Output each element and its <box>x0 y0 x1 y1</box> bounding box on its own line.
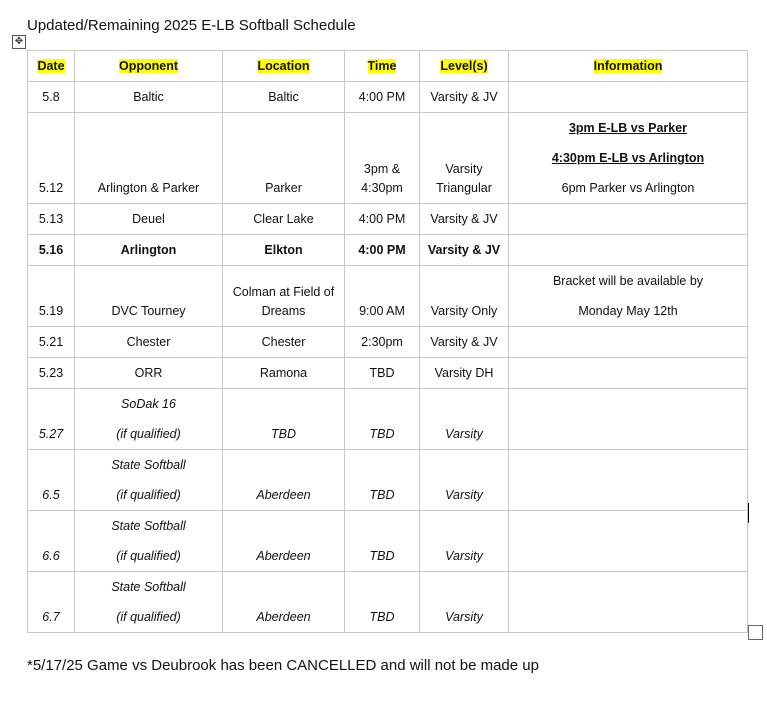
opponent-cell: DVC Tourney <box>75 266 223 327</box>
info-cell <box>509 266 748 327</box>
time-cell: TBD <box>345 511 420 572</box>
table-row <box>28 327 748 358</box>
location-cell: Clear Lake <box>223 204 345 235</box>
table-header-row <box>28 51 748 82</box>
table-row <box>28 266 748 327</box>
date-cell: 5.8 <box>28 82 75 113</box>
opponent-cell <box>75 511 223 572</box>
opponent-cell: Arlington & Parker <box>75 113 223 204</box>
info-cell <box>509 82 748 113</box>
opponent-line-1: State Softball <box>111 580 186 594</box>
info-cell <box>509 204 748 235</box>
time-cell: 4:00 PM <box>345 204 420 235</box>
info-line-2: Monday May 12th <box>578 304 678 318</box>
location-cell: Ramona <box>223 358 345 389</box>
opponent-cell: Chester <box>75 327 223 358</box>
date-cell: 5.27 <box>28 389 75 450</box>
info-line-3: 6pm Parker vs Arlington <box>561 181 695 195</box>
date-cell: 5.13 <box>28 204 75 235</box>
location-line-2: Dreams <box>261 304 306 318</box>
table-row <box>28 235 748 266</box>
date-cell: 5.19 <box>28 266 75 327</box>
location-cell: Aberdeen <box>223 572 345 633</box>
header-opponent: Opponent <box>75 51 223 82</box>
time-cell: 2:30pm <box>345 327 420 358</box>
time-cell: TBD <box>345 572 420 633</box>
header-location: Location <box>223 51 345 82</box>
time-cell: 4:00 PM <box>345 235 420 266</box>
date-cell: 6.5 <box>28 450 75 511</box>
time-line-2: 4:30pm <box>361 181 403 195</box>
info-cell <box>509 327 748 358</box>
table-row <box>28 572 748 633</box>
info-cell[interactable] <box>509 511 748 572</box>
opponent-cell: Arlington <box>75 235 223 266</box>
table-move-handle-icon[interactable]: ✥ <box>12 35 26 49</box>
location-cell: Parker <box>223 113 345 204</box>
document-title: Updated/Remaining 2025 E-LB Softball Schedule <box>27 17 356 34</box>
cancellation-footnote: *5/17/25 Game vs Deubrook has been CANCELLED and will not be made up <box>27 657 539 674</box>
info-cell <box>509 450 748 511</box>
opponent-cell: Deuel <box>75 204 223 235</box>
level-cell: Varsity & JV <box>420 235 509 266</box>
time-cell: TBD <box>345 389 420 450</box>
opponent-line-2: (if qualified) <box>116 427 181 441</box>
header-information: Information <box>509 51 748 82</box>
date-cell: 6.6 <box>28 511 75 572</box>
opponent-line-1: SoDak 16 <box>121 397 176 411</box>
text-cursor <box>748 503 749 523</box>
opponent-line-1: State Softball <box>111 519 186 533</box>
info-cell <box>509 235 748 266</box>
schedule-table <box>27 50 748 633</box>
table-row <box>28 204 748 235</box>
opponent-cell <box>75 389 223 450</box>
info-cell <box>509 572 748 633</box>
table-row <box>28 389 748 450</box>
time-cell: TBD <box>345 450 420 511</box>
location-cell: Baltic <box>223 82 345 113</box>
level-cell: Varsity <box>420 572 509 633</box>
time-cell: 4:00 PM <box>345 82 420 113</box>
location-cell: Aberdeen <box>223 450 345 511</box>
level-line-1: Varsity <box>445 162 483 176</box>
opponent-cell: Baltic <box>75 82 223 113</box>
table-row <box>28 358 748 389</box>
time-cell: TBD <box>345 358 420 389</box>
info-cell <box>509 113 748 204</box>
level-cell: Varsity <box>420 511 509 572</box>
date-cell: 5.16 <box>28 235 75 266</box>
level-cell: Varsity <box>420 389 509 450</box>
time-line-1: 3pm & <box>363 162 401 176</box>
location-cell: TBD <box>223 389 345 450</box>
date-cell: 5.23 <box>28 358 75 389</box>
level-cell: Varsity Only <box>420 266 509 327</box>
info-cell <box>509 358 748 389</box>
opponent-line-2: (if qualified) <box>116 610 181 624</box>
opponent-line-2: (if qualified) <box>116 488 181 502</box>
table-row <box>28 113 748 204</box>
opponent-cell <box>75 572 223 633</box>
info-line-1: 3pm E-LB vs Parker <box>568 121 688 135</box>
header-date: Date <box>28 51 75 82</box>
table-row <box>28 450 748 511</box>
level-cell: Varsity DH <box>420 358 509 389</box>
level-cell <box>420 113 509 204</box>
opponent-line-2: (if qualified) <box>116 549 181 563</box>
header-time: Time <box>345 51 420 82</box>
location-cell: Aberdeen <box>223 511 345 572</box>
time-cell: 9:00 AM <box>345 266 420 327</box>
level-cell: Varsity & JV <box>420 82 509 113</box>
table-row <box>28 511 748 572</box>
date-cell: 6.7 <box>28 572 75 633</box>
location-cell <box>223 266 345 327</box>
info-line-1: Bracket will be available by <box>552 274 704 288</box>
table-resize-handle-icon[interactable] <box>748 625 763 640</box>
location-cell: Chester <box>223 327 345 358</box>
opponent-line-1: State Softball <box>111 458 186 472</box>
opponent-cell <box>75 450 223 511</box>
level-cell: Varsity & JV <box>420 204 509 235</box>
header-levels: Level(s) <box>420 51 509 82</box>
date-cell: 5.12 <box>28 113 75 204</box>
level-line-2: Triangular <box>436 181 492 195</box>
info-cell <box>509 389 748 450</box>
info-line-2: 4:30pm E-LB vs Arlington <box>551 151 705 165</box>
location-cell: Elkton <box>223 235 345 266</box>
date-cell: 5.21 <box>28 327 75 358</box>
opponent-cell: ORR <box>75 358 223 389</box>
time-cell <box>345 113 420 204</box>
level-cell: Varsity & JV <box>420 327 509 358</box>
level-cell: Varsity <box>420 450 509 511</box>
location-line-1: Colman at Field of <box>232 285 335 299</box>
table-row <box>28 82 748 113</box>
